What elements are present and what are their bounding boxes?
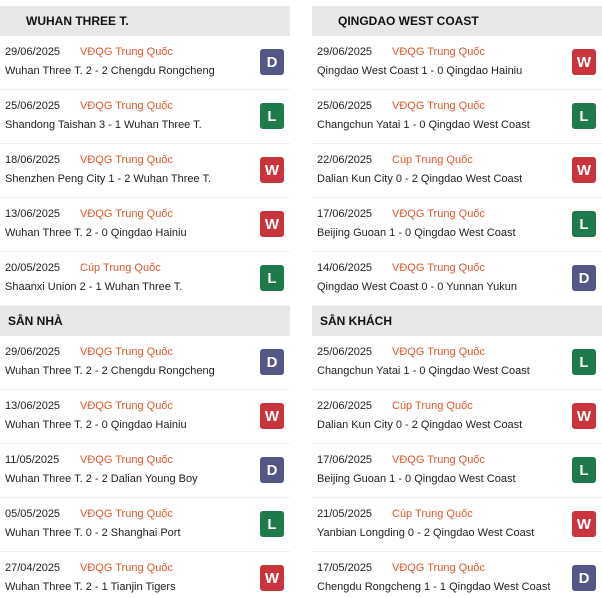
outcome-badge: L <box>260 103 284 129</box>
match-date: 17/06/2025 <box>317 208 373 220</box>
match-result: Wuhan Three T. 2 - 1 Tianjin Tigers <box>5 581 176 593</box>
match-result: Changchun Yatai 1 - 0 Qingdao West Coast <box>317 119 530 131</box>
outcome-badge: D <box>260 457 284 483</box>
match-row[interactable] <box>0 336 290 390</box>
match-result: Changchun Yatai 1 - 0 Qingdao West Coast <box>317 365 530 377</box>
match-date: 29/06/2025 <box>5 46 61 58</box>
competition-link[interactable]: VĐQG Trung Quốc <box>392 346 485 358</box>
match-date: 22/06/2025 <box>317 154 373 166</box>
match-row[interactable] <box>0 252 290 306</box>
competition-link[interactable]: VĐQG Trung Quốc <box>392 100 485 112</box>
match-date: 27/04/2025 <box>5 562 61 574</box>
outcome-badge: D <box>572 565 596 591</box>
competition-link[interactable]: VĐQG Trung Quốc <box>80 400 173 412</box>
outcome-badge: D <box>260 349 284 375</box>
match-date: 17/05/2025 <box>317 562 373 574</box>
outcome-badge: W <box>572 157 596 183</box>
match-list <box>0 336 290 598</box>
panel-away-ground <box>312 306 602 598</box>
competition-link[interactable]: VĐQG Trung Quốc <box>392 46 485 58</box>
outcome-badge: D <box>260 49 284 75</box>
match-row[interactable] <box>312 390 602 444</box>
match-result: Yanbian Longding 0 - 2 Qingdao West Coast <box>317 527 535 539</box>
match-result: Qingdao West Coast 1 - 0 Qingdao Hainiu <box>317 65 523 77</box>
competition-link[interactable]: VĐQG Trung Quốc <box>392 208 485 220</box>
outcome-badge: W <box>260 157 284 183</box>
outcome-badge: W <box>572 511 596 537</box>
match-row[interactable] <box>0 90 290 144</box>
match-date: 14/06/2025 <box>317 262 373 274</box>
outcome-badge: D <box>572 265 596 291</box>
match-date: 21/05/2025 <box>317 508 373 520</box>
match-row[interactable] <box>312 252 602 306</box>
outcome-badge: W <box>260 403 284 429</box>
competition-link[interactable]: VĐQG Trung Quốc <box>392 562 485 574</box>
match-result: Wuhan Three T. 2 - 0 Qingdao Hainiu <box>5 227 187 239</box>
match-list <box>312 336 602 598</box>
outcome-badge: W <box>260 211 284 237</box>
panel-home-ground <box>0 306 290 598</box>
competition-link[interactable]: VĐQG Trung Quốc <box>392 454 485 466</box>
match-result: Shaanxi Union 2 - 1 Wuhan Three T. <box>5 281 183 293</box>
competition-link[interactable]: VĐQG Trung Quốc <box>80 154 173 166</box>
competition-link[interactable]: Cúp Trung Quốc <box>392 400 473 412</box>
match-date: 20/05/2025 <box>5 262 61 274</box>
match-date: 17/06/2025 <box>317 454 373 466</box>
match-row[interactable] <box>312 498 602 552</box>
competition-link[interactable]: VĐQG Trung Quốc <box>80 508 173 520</box>
match-result: Wuhan Three T. 2 - 0 Qingdao Hainiu <box>5 419 187 431</box>
match-row[interactable] <box>312 36 602 90</box>
match-date: 25/06/2025 <box>317 346 373 358</box>
match-result: Shandong Taishan 3 - 1 Wuhan Three T. <box>5 119 202 131</box>
match-date: 05/05/2025 <box>5 508 61 520</box>
panel-home-form <box>0 6 290 306</box>
panel-away-form <box>312 6 602 306</box>
competition-link[interactable]: VĐQG Trung Quốc <box>80 346 173 358</box>
competition-link[interactable]: Cúp Trung Quốc <box>392 508 473 520</box>
match-date: 18/06/2025 <box>5 154 61 166</box>
match-result: Wuhan Three T. 0 - 2 Shanghai Port <box>5 527 181 539</box>
outcome-badge: L <box>260 265 284 291</box>
outcome-badge: L <box>572 103 596 129</box>
match-row[interactable] <box>312 552 602 598</box>
match-list <box>312 36 602 306</box>
match-row[interactable] <box>0 390 290 444</box>
match-date: 29/06/2025 <box>317 46 373 58</box>
competition-link[interactable]: Cúp Trung Quốc <box>392 154 473 166</box>
match-row[interactable] <box>0 552 290 598</box>
match-row[interactable] <box>312 198 602 252</box>
match-date: 13/06/2025 <box>5 208 61 220</box>
match-row[interactable] <box>312 90 602 144</box>
match-result: Chengdu Rongcheng 1 - 1 Qingdao West Coast <box>317 581 551 593</box>
match-result: Wuhan Three T. 2 - 2 Chengdu Rongcheng <box>5 365 215 377</box>
match-date: 25/06/2025 <box>317 100 373 112</box>
match-date: 29/06/2025 <box>5 346 61 358</box>
panel-title: QINGDAO WEST COAST <box>312 6 602 36</box>
outcome-badge: L <box>572 349 596 375</box>
outcome-badge: L <box>572 457 596 483</box>
outcome-badge: W <box>572 49 596 75</box>
match-result: Beijing Guoan 1 - 0 Qingdao West Coast <box>317 473 516 485</box>
panel-title: SÂN NHÀ <box>0 306 290 336</box>
match-date: 11/05/2025 <box>5 454 60 466</box>
outcome-badge: W <box>260 565 284 591</box>
match-row[interactable] <box>312 336 602 390</box>
match-result: Beijing Guoan 1 - 0 Qingdao West Coast <box>317 227 516 239</box>
match-list <box>0 36 290 306</box>
competition-link[interactable]: VĐQG Trung Quốc <box>80 100 173 112</box>
competition-link[interactable]: VĐQG Trung Quốc <box>80 46 173 58</box>
outcome-badge: W <box>572 403 596 429</box>
match-row[interactable] <box>312 444 602 498</box>
match-result: Dalian Kun City 0 - 2 Qingdao West Coast <box>317 173 523 185</box>
competition-link[interactable]: VĐQG Trung Quốc <box>392 262 485 274</box>
match-row[interactable] <box>0 498 290 552</box>
competition-link[interactable]: Cúp Trung Quốc <box>80 262 161 274</box>
outcome-badge: L <box>260 511 284 537</box>
match-row[interactable] <box>0 444 290 498</box>
match-result: Wuhan Three T. 2 - 2 Chengdu Rongcheng <box>5 65 215 77</box>
match-result: Dalian Kun City 0 - 2 Qingdao West Coast <box>317 419 523 431</box>
match-result: Shenzhen Peng City 1 - 2 Wuhan Three T. <box>5 173 212 185</box>
panel-title: SÂN KHÁCH <box>312 306 602 336</box>
match-result: Qingdao West Coast 0 - 0 Yunnan Yukun <box>317 281 517 293</box>
match-date: 25/06/2025 <box>5 100 61 112</box>
competition-link[interactable]: VĐQG Trung Quốc <box>80 208 173 220</box>
competition-link[interactable]: VĐQG Trung Quốc <box>80 562 173 574</box>
match-row[interactable] <box>0 36 290 90</box>
match-row[interactable] <box>312 144 602 198</box>
competition-link[interactable]: VĐQG Trung Quốc <box>80 454 173 466</box>
outcome-badge: L <box>572 211 596 237</box>
match-row[interactable] <box>0 144 290 198</box>
match-date: 22/06/2025 <box>317 400 373 412</box>
panel-title: WUHAN THREE T. <box>0 6 290 36</box>
match-result: Wuhan Three T. 2 - 2 Dalian Young Boy <box>5 473 198 485</box>
match-date: 13/06/2025 <box>5 400 61 412</box>
match-row[interactable] <box>0 198 290 252</box>
